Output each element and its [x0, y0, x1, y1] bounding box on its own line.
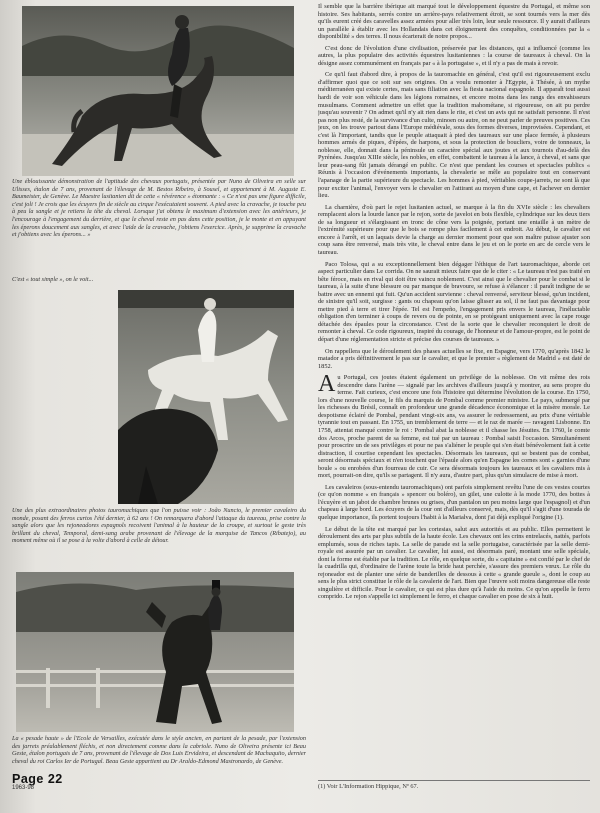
- article-paragraph: Le début de la tête est marqué par les cortesias, salut aux autorités et au public. Elles permettent le déroulement des arts par plus subtils de la haute école. Les chevaux ont les crins entrelacés, nattés, parfois emplumés, sous de riches tapis. La selle de parade est la selle portugaise, caractérisée par la selle demi-royale est assurée par un cavalier. Le cavalier, lui aussi, est désormais paré, montant une selle spéciale, dont la forme est établie par la tradition. Le rôle, en quelque sorte, du « capitaine » est confié par le chef de la cuadrilla qui, d'ordinaire de l'arène toute la bride haut perchée, s'assure des premiers vœux. Le rôle du rejoneador est de planter une série de banderilles de dessous à cette « grande gueule », dont le coup au sens le plus strict constitue le rôle de la cavalerie de l'art. Bien que l'œuvre soit moins dangereuse elle reste singulière et difficile. Pour le cavalier, ce qui est plus dure qu'à l'aide du moins. Ce qu'on appelle le ferro comprido. Le rejon s'appelle ici simplement le ferro, et chaque cavalier en pose de six à huit.: [318, 525, 590, 601]
- photo-cavaleiro-bull-image: [118, 290, 294, 504]
- photo-horse-reverence-image: [22, 6, 294, 176]
- page-footer: [12, 772, 63, 791]
- article-paragraph-dropcap: [318, 371, 590, 480]
- photo-cavaleiro-bull: [118, 290, 294, 504]
- article-paragraph: Les cavaleiros (sous-entendu tauromachiques) ont parfois simplement revêtu l'une de ces vestes courtes (ce qu'on nomme « en français » spencer ou boléro), un gilet, une culotte à la mode 1770, des bottes à l'écuyère et un jabot de chambre brunes ou grises, d'un pantalon un peu moins large que l'espagnol) et d'un chapeau à large bord. Les écuyers de la cour ont d'ailleurs conservé, mais, dès qu'il s'agit d'une tourada de quelque importance, ils portent toujours l'habit à la Marialva, dont j'ai déjà expliqué l'origine (1).: [318, 483, 590, 521]
- article-paragraph: Il semble que la barrière ibérique ait marqué tout le développement équestre du Portugal, et même son histoire. Ses habitants, serrés contre un arrière-pays relativement étroit, se sont tournés vers la mer dès qu'ils eurent créé des caravelles assez armées pour aller très loin, leur seule ressource. Il y aurait d'ailleurs un parallèle à établir avec les Hollandais dans cet éloignement des conquêtes, conditionnées par la « disponibilité » des terres. Il nous écarterait de notre propos...: [318, 3, 590, 41]
- article-column: [318, 3, 590, 803]
- article-paragraph: La charnière, d'où part le rejet lusitanien actuel, se marque à la fin du XVIe siècle : les chevaliers remplacent alors la lourde lance par le rejon, sorte de javelot en bois flexible, cylindrique sur les deux tiers de sa longueur et s'élargissant en tronc de cône vers la poignée, portant une entaille à un mètre de l'extrémité supérieure pour que le bois se rompe plus facilement à cet endroit. Au début, le cavalier est encore à l'arrêt, et un laquais devie la charge au dernier moment pour que son maître puisse ajuster son coup sans être renversé, mais très vite, le cheval entre dans le jeu et on le porte en arc de cercle vers le taureau.: [318, 203, 590, 256]
- photo-pesade-haute: [16, 572, 294, 732]
- caption-photo-1-tail: [12, 276, 306, 285]
- page-number: Page 22: [12, 772, 63, 786]
- photo-column: [12, 0, 308, 813]
- photo-horse-reverence: [22, 6, 294, 176]
- article-paragraph: C'est donc de l'évolution d'une civilisation, préservée par les distances, qui a influencé (comme les autres, la plus populaire des activités équestres lusitaniennes : la course de taureaux à cheval. On la désigne assez communément en français par « à la portugaise », et il n'y a pas de mais à revoir.: [318, 44, 590, 67]
- caption-photo-1: [12, 178, 306, 268]
- article-paragraph-text: u Portugal, ces joutes étaient également un privilège de la noblesse. On vit même des rois descendre dans l'arène — signalé par les archives d'ailleurs jusqu'à y montrer, au sens propre du terme. Fait curieux, c'est encore une fois l'histoire qui détermine l'évolution de la course. En 1750, lors d'une nouvelle course, le fils du marquis de Pombal comme premier ministre. Le pays, submergé par les richesses du Brésil, connaît en profondeur une grande décadence économique et la misère morale. Le despotisme éclairé de Pombal, pendant vingt-six ans, va assurer le redressement, au prix d'une véritable tyrannie tout en passant. En 1755, un tremblement de terre — et le raz de marée — ravagent Lisbonne. En 1758, attentat manqué contre le roi : Pombal abat la noblesse et il chasse les Jésuites. En 1760, le comte dos Arcos, proche parent de sa femme, est tué par un taureau : Pombal saisit l'occasion. Simultanément pour proscrire un de ses privilèges et pour ne pas s'aliéner le peuple qui s'en était bénévolement fait à cette distraction, il courtise cependant les spectacles. Désormais les taureaux, qui se bestent pas de combat, seront désormais spéciaux et n'en touchent que l'épaule alors qu'en Espagne les cornes sont « garnies d'une boule » ou enrobées d'un fourreau de cuir. Ce sera désormais toujours les taureaux et les cavaliers mis à mort, pourrait-on dire, qu'ils se partagent. Il n'y aura, d'autre part, plus qu'un simulacre de mise à mort.: [318, 374, 590, 480]
- caption-photo-2-text: Une des plus extraordinaires photos tauromachiques que l'on puisse voir : João Nuncio, le premier cavaleiro du monde, posant des ferros curtos l'été dernier, à 62 ans ! On remarquera d'abord l'attaque du taureau, prise contre la sangle alors que les rejoneadores espagnols recoivent l'animal à la hauteur de la croupe, et surtout le geste très brillant du cheval, Temporal, demi-sang arabe provenant de l'élevage de la marquise de Tancos (Ribatejo), au moment même où il se pose à la volte d'abord à celle de détour.: [12, 507, 306, 545]
- caption-photo-1-tail-text: C'est « tout simple », on le voit...: [12, 276, 94, 283]
- article-paragraph: Paco Tolosa, qui a su exceptionnellement bien dégager l'éthique de l'art tauromachique, aborde cet aspect particulier dans Le corrida. On ne saurait mieux faire que de le citer : « Le taureau n'est pas traité en bête féroce, mais en rival qui doit être vaincu noblement. C'est ainsi que le chevalier pour le combat si le taureau, à la suite d'une blessure ou par manque de bravoure, se refuse à s'élancer : il paraît indigne de se battre avec un ennemi qui fuit. Qu'un accident survienne : cheval renversé, serviteur blessé, qu'un incident, de sinistre qu'il soit, surgisse : gants ou chapeau qu'on laisse glisser au sol, il ne faut pas davantage pour mettre pied à terre et tirer l'épée. Tel est l'empeño, l'engagement pris envers le taureau, l'inéluctable obligation d'en terminer à coups de revers ou de pointe, en se protégeant uniquement avec la cape rouge détachée des épaules pour la circonstance. C'est de la sorte que le chevalier reconquiert le droit de remonter à cheval. Ce code rigoureux, inspiré du courage, de l'honneur et de l'amour-propre, est le point de départ d'une réglementation stricte et précise des courses de taureaux. »: [318, 260, 590, 343]
- footnote: (1) Voir L'Information Hippique, Nº 67.: [318, 780, 590, 790]
- caption-photo-2: [12, 507, 306, 569]
- caption-photo-3-text: La « pesade haute » de l'Ecole de Versailles, exécutée dans le style ancien, en partant de la pesade, par l'extension des jarrets préalablement fléchis, et non directement comme dans la cabriole. Nuno de Oliveira présente ici Beau Geste, étalon portugais de 7 ans, provenant de l'élevage de Dos Luis Ervideira, et descendant de Machaquito, dernier cheval du roi Carlos Ier de Portugal. Beau Geste appartient au Dr Araldo-Edmond Mastronardo, de Genève.: [12, 735, 306, 765]
- drop-cap-letter: A: [318, 371, 336, 398]
- photo-pesade-haute-image: [16, 572, 294, 732]
- issue-number: 1963-98: [12, 785, 35, 791]
- caption-photo-1-text: Une éblouissante démonstration de l'aptitude des chevaux portugais, présentée par Nuno de Oliveira en selle sur Ulisses, étalon de 7 ans, provenant de l'élevage de M. Bestos Ribeiro, à Sousel, et appartenant à M. Auguste E. Baumeister, de Genève. Le Maestre lusitanien dit de cette « révérence » étonnante : « Ce n'est pas une figure difficile, c'est joli ! Je crois que les écuyers fin de siècle au cirque l'exécutaient souvent. A pied avec la cravache, je touche peu à peu la sangle et je retiens la tête du cheval. Lorsque j'ai obtenu le maximum d'extension avec les antérieurs, je l'encourage à l'engagement du derrière, et que le cheval reste en pas dans cette position, je le monte et en appuyant les éperons doucement aux sangles, et avec l'aide de la cravache, j'obtiens l'exercice. Après, je supprime la cravache et j'obtiens avec les éperons... »: [12, 178, 306, 239]
- article-paragraph: Ce qu'il faut d'abord dire, à propos de la tauromachie en général, c'est qu'il est rigoureusement exclu d'affirmer quoi que ce soit sur ses origines. On a voulu remonter à l'Egypte, à Thésée, à un mythe méditerranéen qui existe certes, mais sans filiation avec la fiesta nacional espagnole. Il apparaît tout aussi hardi de voir son véhicule dans les légions romaines, et encore moins dans les rangs des envahisseurs musulmans. Comment admettre un effet que la tradition mahométane, si rigoureuse, on ait pu perdre jusqu'au souvenir ? On admet qu'il n'y ait rien dans le rite, et c'est un avis qui ne satisfait personne. Il n'est pas non plus resté, de la survivance d'un culte, minoen ou autre, on ne peut parler de preuves positives. Ces jeux, on les trouve partout dans l'Europe médiévale, sous des formes diverses, improvisées. Cependant, et c'est là l'important, tandis que le peuple attaquait à pied des taureaux sur une place fermée, à plusieurs hommes armés de piques, d'épées, de harpons, et sous la protection de boucliers, voire de tonneaux, la noblesse, elle, donnait dans la péninsule un caractère spécial aux joutes et aux tournois d'au-delà des Pyrénées. Jusqu'au XIIIe siècle, les nobles, en effet, combattent le taureau à la lance, à cheval, et sans que leur peau-sang fût jamais dérangé en public. Ce n'est que pendant les courses et spectacles publics « Réunis à l'occasion d'événements importants, la chevalerie se mêle au populaire tout en conservant l'apanage de la partie supérieure du spectacle. Les hommes à pied, véritables coupe-jarrets, ne sont là que pour exciter l'animal, l'envoyer vers le chevalier en l'attirant au moyen d'une cape, et l'achever en dernier lieu.: [318, 71, 590, 200]
- article-paragraph: On rappellera que le déroulement des phases actuelles se fixe, en Espagne, vers 1770, qu'après 1842 le matador a pris définitivement le pas sur le cavalier, et que le premier « règlement de Madrid » est daté de 1852.: [318, 347, 590, 370]
